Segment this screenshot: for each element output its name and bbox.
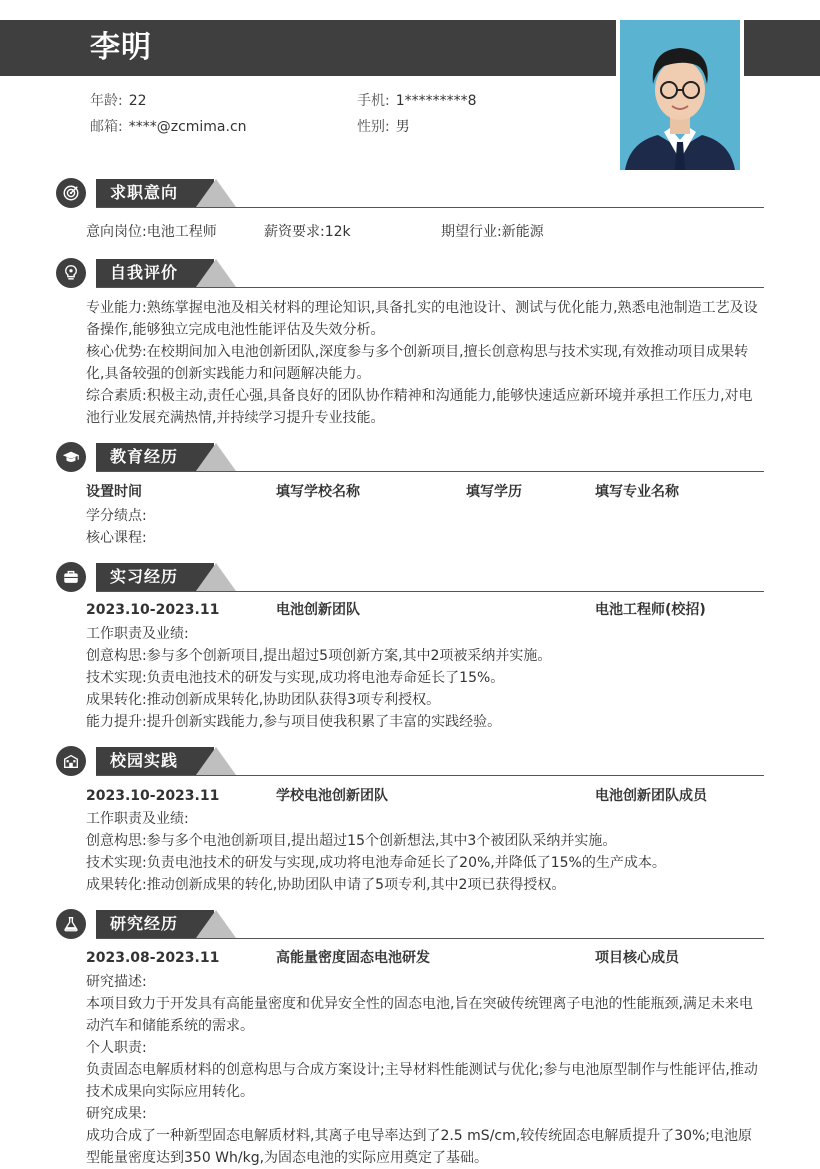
- campus-line: 技术实现:负责电池技术的研发与实现,成功将电池寿命延长了20%,并降低了15%的生产成本。: [86, 855, 666, 871]
- research-result: 成功合成了一种新型固态电解质材料,其离子电导率达到了2.5 mS/cm,较传统固态电解质提升了30%;电池原型能量密度达到350 Wh/kg,为固态电池的实际应用奠定了基础。: [86, 1128, 753, 1166]
- phone-info: 手机: 1*********8: [357, 93, 477, 109]
- research-duty: 负责固态电解质材料的创意构思与合成方案设计;主导材料性能测试与优化;参与电池原型制作与性能评估,推动技术成果向实际应用转化。: [86, 1062, 758, 1100]
- section-header-campus: [56, 746, 764, 778]
- section-title: 教育经历: [110, 447, 179, 466]
- research-desc: 本项目致力于开发具有高能量密度和优异安全性的固态电池,旨在突破传统锂离子电池的性能瓶颈,满足未来电动汽车和储能系统的需求。: [86, 996, 753, 1034]
- section-title: 求职意向: [110, 183, 179, 202]
- profile-photo: [620, 20, 740, 170]
- divider: [96, 207, 764, 208]
- internship-header-row: 2023.10-2023.11 电池创新团队 电池工程师(校招): [86, 602, 706, 618]
- section-title: 研究经历: [110, 914, 179, 933]
- age-info: 年龄: 22: [90, 93, 147, 109]
- research-result-label: 研究成果:: [86, 1106, 147, 1122]
- graduation-cap-icon: [56, 442, 86, 472]
- campus-line: 工作职责及业绩:: [86, 811, 189, 827]
- target-icon: [56, 178, 86, 208]
- section-title: 实习经历: [110, 567, 179, 586]
- candidate-name: 李明: [90, 30, 152, 65]
- education-gpa: 学分绩点:: [86, 508, 147, 524]
- education-courses: 核心课程:: [86, 530, 147, 546]
- education-row: 设置时间 填写学校名称 填写学历 填写专业名称: [86, 484, 679, 500]
- internship-line: 工作职责及业绩:: [86, 626, 189, 642]
- self-eval-p1: 专业能力:熟练掌握电池及相关材料的理论知识,具备扎实的电池设计、测试与优化能力,熟悉电池制造工艺及设备操作,能够独立完成电池性能评估及失效分析。: [86, 300, 758, 338]
- research-duty-label: 个人职责:: [86, 1040, 147, 1056]
- campus-header-row: 2023.10-2023.11 学校电池创新团队 电池创新团队成员: [86, 788, 707, 804]
- research-desc-label: 研究描述:: [86, 974, 147, 990]
- lightbulb-icon: [56, 258, 86, 288]
- self-eval-p3: 综合素质:积极主动,责任心强,具备良好的团队协作精神和沟通能力,能够快速适应新环境并承担工作压力,对电池行业发展充满热情,并持续学习提升专业技能。: [86, 388, 753, 426]
- campus-line: 创意构思:参与多个电池创新项目,提出超过15个创新想法,其中3个被团队采纳并实施。: [86, 833, 617, 849]
- section-title: 自我评价: [110, 263, 179, 282]
- section-header-research: [56, 909, 764, 941]
- section-title: 校园实践: [110, 751, 179, 770]
- section-header-internship: [56, 562, 764, 594]
- campus-line: 成果转化:推动创新成果的转化,协助团队申请了5项专利,其中2项已获得授权。: [86, 877, 566, 893]
- briefcase-icon: [56, 562, 86, 592]
- self-eval-p2: 核心优势:在校期间加入电池创新团队,深度参与多个创新项目,擅长创意构思与技术实现,有效推动项目成果转化,具备较强的创新实践能力和问题解决能力。: [86, 344, 749, 382]
- internship-line: 创意构思:参与多个创新项目,提出超过5项创新方案,其中2项被采纳并实施。: [86, 648, 552, 664]
- internship-line: 成果转化:推动创新成果转化,协助团队获得3项专利授权。: [86, 692, 441, 708]
- flask-icon: [56, 909, 86, 939]
- header-bar-right: [744, 20, 820, 76]
- internship-line: 技术实现:负责电池技术的研发与实现,成功将电池寿命延长了15%。: [86, 670, 505, 686]
- section-header-self-eval: [56, 258, 764, 290]
- intent-row: 意向岗位:电池工程师 薪资要求:12k 期望行业:新能源: [86, 224, 544, 240]
- internship-line: 能力提升:提升创新实践能力,参与项目使我积累了丰富的实践经验。: [86, 714, 502, 730]
- school-building-icon: [56, 746, 86, 776]
- section-header-intent: [56, 178, 764, 210]
- section-header-education: [56, 442, 764, 474]
- gender-info: 性别: 男: [357, 119, 410, 135]
- email-info: 邮箱: ****@zcmima.cn: [90, 119, 247, 135]
- research-header-row: 2023.08-2023.11 高能量密度固态电池研发 项目核心成员: [86, 950, 679, 966]
